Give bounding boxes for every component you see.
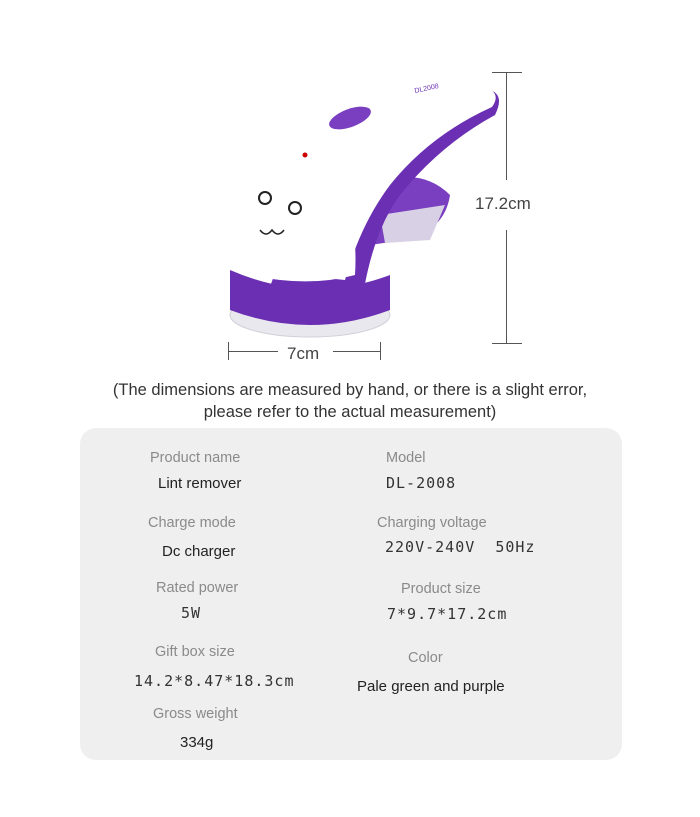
measurement-note (0, 379, 700, 423)
note-line-2: please refer to the actual measurement) (203, 403, 497, 421)
product-name-label: Product name (150, 450, 241, 466)
height-bottom-tick (492, 343, 522, 344)
height-label: 17.2cm (475, 194, 531, 213)
product-size-label: Product size (401, 581, 481, 597)
product-size-value: 7*9.7*17.2cm (387, 605, 508, 623)
charge-mode-label: Charge mode (148, 515, 236, 531)
gross-weight-value: 334g (180, 734, 214, 751)
model-label: Model (386, 450, 426, 466)
rated-power-value: 5W (181, 604, 202, 622)
color-label: Color (408, 650, 443, 666)
height-line-lower (506, 230, 507, 343)
width-line-left (228, 351, 278, 352)
height-line-upper (506, 72, 507, 180)
model-value: DL-2008 (386, 474, 457, 492)
height-top-tick (492, 72, 522, 73)
product-image (220, 65, 520, 365)
product-logo: DL2008 (413, 83, 440, 95)
width-line-right (333, 351, 380, 352)
width-label: 7cm (287, 344, 320, 363)
color-value: Pale green and purple (357, 678, 505, 695)
gift-box-size-label: Gift box size (155, 644, 235, 660)
product-name-value: Lint remover (158, 475, 242, 492)
note-line-1: (The dimensions are measured by hand, or there is a slight error, (112, 381, 588, 399)
gross-weight-label: Gross weight (153, 706, 238, 722)
charging-voltage-label: Charging voltage (377, 515, 487, 531)
charging-voltage-value: 220V-240V 50Hz (385, 538, 536, 556)
gift-box-size-value: 14.2*8.47*18.3cm (134, 672, 295, 690)
lint-remover-illustration (220, 65, 520, 365)
charge-mode-value: Dc charger (162, 543, 236, 560)
rated-power-label: Rated power (156, 580, 239, 596)
width-right-tick (380, 342, 381, 360)
